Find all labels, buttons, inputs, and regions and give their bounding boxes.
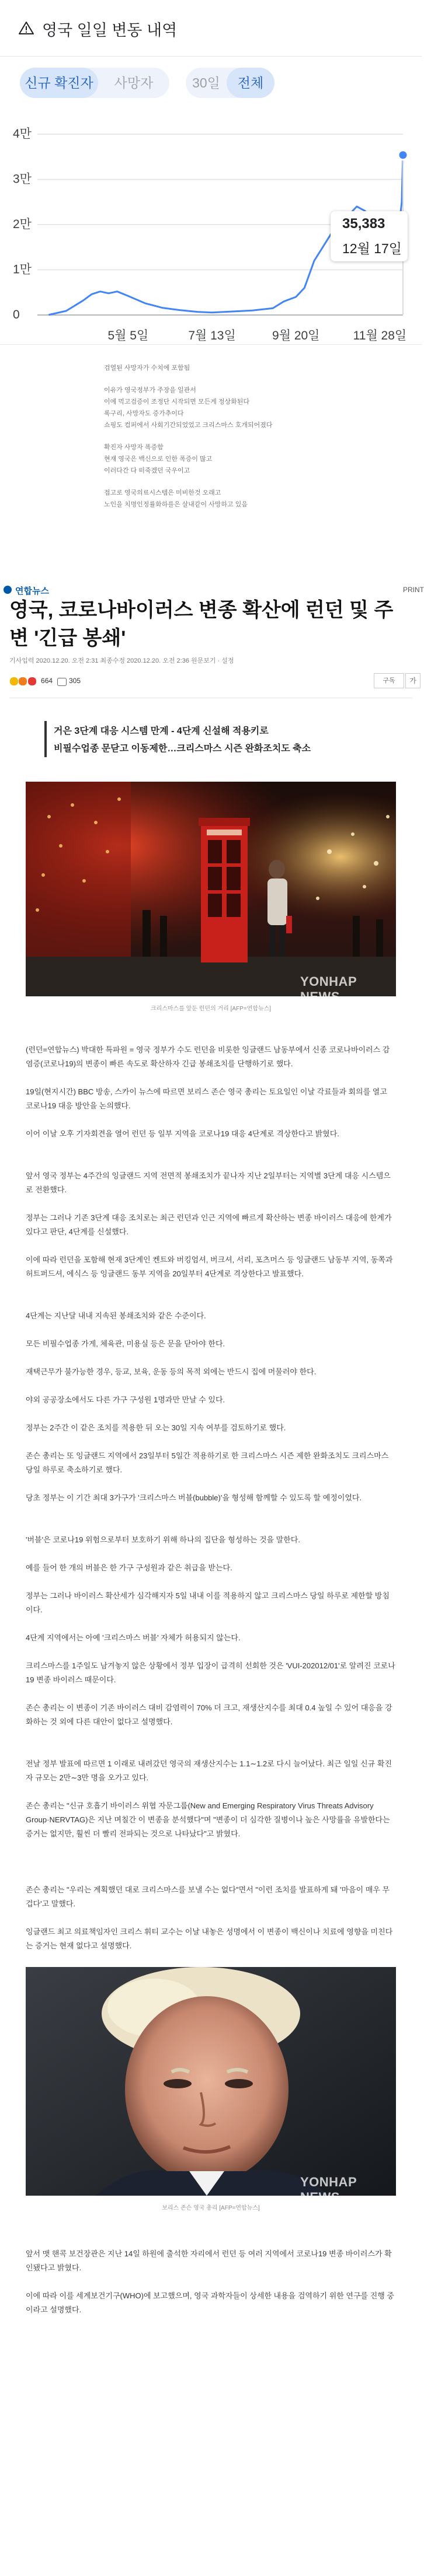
article-photo-london-street <box>26 782 396 1004</box>
chart-note: 노인을 치명인정률화하를은 살내같이 사망하고 있음 <box>104 501 248 508</box>
article-paragraph: 재택근무가 불가능한 경우, 등교, 보육, 운동 등의 목적 외에는 반드시 집에 머물러야 한다. <box>26 1367 317 1376</box>
data-point <box>304 287 305 288</box>
photo-caption: 크리스마스를 앞둔 런던의 거리 [AFP=연합뉴스] <box>150 1006 272 1012</box>
chart-note: 이에 먹고검증이 조정단 시작되면 모든게 정상화된다 <box>104 398 250 405</box>
article-paragraph: 야외 공공장소에서도 다른 가구 구성원 1명과만 만날 수 있다. <box>26 1395 225 1404</box>
card-title: 영국 일일 변동 내역 <box>42 22 178 39</box>
article-paragraph: 당초 정부는 이 기간 최대 3가구가 '크리스마스 버블(bubble)'을 형성해 함께할 수 있도록 할 예정이었다. <box>26 1493 362 1502</box>
data-point <box>65 310 67 312</box>
data-point <box>116 291 117 292</box>
photo-watermark: YONHAP NEWS <box>300 974 357 1004</box>
article-photo-boris-johnson <box>26 1967 396 2204</box>
data-point <box>108 293 109 294</box>
article-paragraph: 정부는 그러나 바이러스 확산세가 심각해지자 5일 내내 이를 적용하지 않고 크리스마스 당일 하루로 제한할 방침이다. <box>26 1591 390 1614</box>
like-emoji-icon <box>9 677 19 686</box>
article-paragraph: 크리스마스를 1주일도 남겨놓지 않은 상황에서 정부 입장이 급격히 선회한 것은 'VUI-202012/01'로 알려진 코로나19 변종 바이러스 때문이다. <box>26 1661 395 1684</box>
data-point <box>272 307 273 309</box>
article-paragraph: 19일(현지시간) BBC 방송, 스카이 뉴스에 따르면 보리스 존슨 영국 총리는 토요일인 이날 각료들과 회의를 열고 코로나19 대응 방안을 논의했다. <box>26 1087 387 1110</box>
metric-toggle <box>20 68 169 98</box>
print-button[interactable]: PRINT <box>403 586 424 594</box>
article-subhead: 거은 3단계 대응 시스템 만계 - 4단계 신설해 적용키로 <box>54 726 269 736</box>
y-tick-label: 2만 <box>13 218 32 231</box>
data-point <box>252 310 253 311</box>
article-paragraph: 존슨 총리는 "우리는 계획했던 대로 크리스마스를 보낼 수는 없다"면서 "이런 조치를 발표하게 돼 '마음이 매우 무겁다'고 말했다. <box>26 1885 390 1908</box>
subhead-bar <box>44 721 47 757</box>
chart-note: 이유가 영국정부가 주장을 일관서 <box>104 387 196 394</box>
highlight-point[interactable] <box>398 150 408 160</box>
angry-emoji-icon <box>27 677 37 686</box>
article-paragraph: (런던=연합뉴스) 박대한 특파원 = 영국 정부가 수도 런던을 비롯한 잉글랜드 남동부에서 신종 코로나바이러스 감염증(코로나19)의 변종이 빠른 속도로 확산하자 긴급 봉쇄조치를 단행하기로 했다. <box>26 1045 390 1068</box>
article-paragraph: 정부는 2주간 이 같은 조치를 적용한 뒤 오는 30일 지속 여부를 검토하기로 했다. <box>26 1423 286 1432</box>
x-tick-label: 5월 5일 <box>107 329 149 342</box>
data-point <box>211 312 213 313</box>
y-tick-label: 4만 <box>13 127 32 141</box>
covid-daily-card <box>0 0 422 345</box>
article-paragraph: 존슨 총리는 이 변종이 기존 바이러스 대비 감염력이 70% 더 크고, 재생산지수를 최대 0.4 높일 수 있어 대응을 강화하는 것 외에 다른 대안이 없다고 설명했다. <box>26 1703 392 1726</box>
article-paragraph: 존슨 총리는 또 잉글랜드 지역에서 23일부터 5일간 적용하기로 한 크리스마스 시즌 제한 완화조치도 크리스마스 당일 하루로 축소하기로 했다. <box>26 1451 389 1474</box>
y-tick-label: 3만 <box>13 172 32 186</box>
photo-watermark: YONHAP NEWS <box>300 2175 357 2204</box>
data-point <box>314 260 315 261</box>
article-paragraph: 존슨 총리는 "신규 호흡기 바이러스 위협 자문그룹(New and Emerging Respiratory Virus Threats Advisory Group·NERVTAG)은 지난 며칠간 이 변종을 분석했다"며 "변종이 더 심각한 질병이나 높은 사망률을 유발한다는 증거는 없지만, 훨씬 더 빨리 전파되는 것으로 나타났다"고 밝혔다. <box>26 1801 390 1838</box>
data-point <box>161 307 162 308</box>
article-paragraph: '버블'은 코로나19 위험으로부터 보호하기 위해 하나의 집단을 형성하는 것을 말한다. <box>26 1535 300 1544</box>
sad-emoji-icon <box>18 677 27 686</box>
data-point <box>234 311 235 312</box>
comment-icon[interactable] <box>57 678 67 686</box>
range-toggle <box>186 68 274 98</box>
chart-note: 확진자 사망자 폭증함 <box>104 444 164 451</box>
data-point <box>296 296 297 298</box>
article-paragraph: 앞서 맷 핸콕 보건장관은 지난 14일 하원에 출석한 자리에서 런던 등 여러 지역에서 코로나19 변종 바이러스가 확인됐다고 밝혔다. <box>26 2249 392 2272</box>
data-point <box>127 295 128 296</box>
article-paragraph: 모든 비필수업종 가게, 체육관, 미용실 등은 문을 닫아야 한다. <box>26 1339 225 1348</box>
y-tick-label: 0 <box>13 308 20 321</box>
data-point <box>99 291 100 292</box>
article-paragraph: 전날 정부 발표에 따르면 1 이래로 내려갔던 영국의 재생산지수는 1.1∼1.2로 다시 늘어났다. 최근 일일 신규 확진자 규모는 2만∼3만 명을 오가고 있다. <box>26 1759 392 1782</box>
chart-note: 쇼핑도 컴퍼에서 사회기간되었었고 크리스마스 호개되어졌다 <box>104 422 273 429</box>
comment-count[interactable]: 305 <box>69 677 81 685</box>
range-all-tab[interactable]: 전체 <box>227 68 274 98</box>
article-paragraph: 4단계는 지난달 내내 지속된 봉쇄조치와 같은 수준이다. <box>26 1311 206 1320</box>
data-point <box>401 201 402 202</box>
font-size-button[interactable]: 가 <box>405 673 420 688</box>
x-tick-label: 7월 13일 <box>188 329 236 342</box>
data-point <box>91 293 92 295</box>
article-paragraph: 이에 따라 런던을 포함해 현재 3단계인 켄트와 버킹엄셔, 버크셔, 서리, 포츠머스 등 잉글랜드 남동부 지역, 동쪽과 허트퍼드셔, 에식스 등 잉글랜드 동부 지역을 20일부터 4단계로 격상한다고 발표했다. <box>26 1255 393 1278</box>
article-paragraph: 잉글랜드 최고 의료책임자인 크리스 휘티 교수는 이날 내놓은 성명에서 이 변종이 백신이나 치료에 영향을 미친다는 증거는 현재 없다고 설명했다. <box>26 1927 393 1950</box>
article-paragraph: 이어 이날 오후 기자회견을 열어 런던 등 일부 지역을 코로나19 대응 4단계로 격상한다고 밝혔다. <box>26 1129 339 1138</box>
data-point <box>197 311 198 312</box>
x-tick-label: 9월 20일 <box>272 329 320 342</box>
article-paragraph: 정부는 그러나 기존 3단계 대응 조치로는 최근 런던과 인근 지역에 빠르게 확산하는 변종 바이러스 대응에 한계가 있다고 판단, 4단계를 신설했다. <box>26 1213 392 1236</box>
deaths-tab[interactable]: 사망자 <box>114 75 154 90</box>
chart-note: 록구리, 사망자도 증가추이다 <box>104 410 184 417</box>
chart-note: 현재 영국은 백신으로 인한 폭증이 많고 <box>104 456 213 463</box>
x-tick-label: 11월 28일 <box>353 329 407 342</box>
article-subhead: 비필수업종 문닫고 이동제한…크리스마스 시즌 완화조치도 축소 <box>54 744 311 754</box>
tooltip-value: 35,383 <box>342 216 385 232</box>
y-tick-label: 1만 <box>13 262 32 276</box>
article-paragraph: 예를 들어 한 개의 버블은 한 가구 구성원과 같은 취급을 받는다. <box>26 1563 232 1572</box>
chart-note: 검열된 사망자가 수치에 포함됨 <box>104 365 190 372</box>
new-cases-tab[interactable]: 신규 확진자 <box>20 68 98 98</box>
data-point <box>82 300 84 301</box>
yonhap-logo-icon <box>4 586 12 594</box>
card-header <box>0 0 422 57</box>
data-point <box>48 314 50 315</box>
data-point <box>322 247 323 248</box>
article-meta: 기사입력 2020.12.20. 오전 2:31 최종수정 2020.12.20. 오전 2:36 원문보기 · 설정 <box>9 657 234 664</box>
warning-icon <box>19 21 34 35</box>
chart-note: 접고로 영국의료시스템은 미비한것 오래고 <box>104 489 221 496</box>
reaction-count: 664 <box>41 677 53 685</box>
data-point <box>144 303 145 304</box>
tooltip-date: 12월 17일 <box>342 241 402 256</box>
data-point <box>283 301 284 302</box>
photo-caption: 보리스 존슨 영국 총리 [AFP=연합뉴스] <box>162 2205 260 2211</box>
subscribe-button[interactable]: 구독 <box>374 673 404 688</box>
reaction-summary[interactable] <box>9 677 53 686</box>
article-paragraph: 앞서 영국 정부는 4주간의 잉글랜드 지역 전면적 봉쇄조치가 끝나자 지난 2일부터는 지역별 3단계 대응 시스템으로 전환했다. <box>26 1171 391 1194</box>
data-point <box>179 309 180 310</box>
agency-logo[interactable]: 연합뉴스 <box>15 586 49 596</box>
article-paragraph: 4단계 지역에서는 아예 '크리스마스 버블' 자체가 허용되지 않는다. <box>26 1633 241 1642</box>
chart-note: 이러다간 다 떠죽겠던 국우이고 <box>104 467 190 474</box>
article-headline: 영국, 코로나바이러스 변종 확산에 런던 및 주변 '긴급 봉쇄' <box>9 599 394 649</box>
data-point <box>356 206 357 207</box>
article-paragraph: 이에 따라 이를 세계보건기구(WHO)에 보고했으며, 영국 과학자들이 상세한 내용을 검역하기 위한 연구를 진행 중이라고 설명했다. <box>26 2291 394 2314</box>
chart-tooltip <box>331 211 408 261</box>
range-30-days-tab[interactable]: 30일 <box>192 75 220 90</box>
